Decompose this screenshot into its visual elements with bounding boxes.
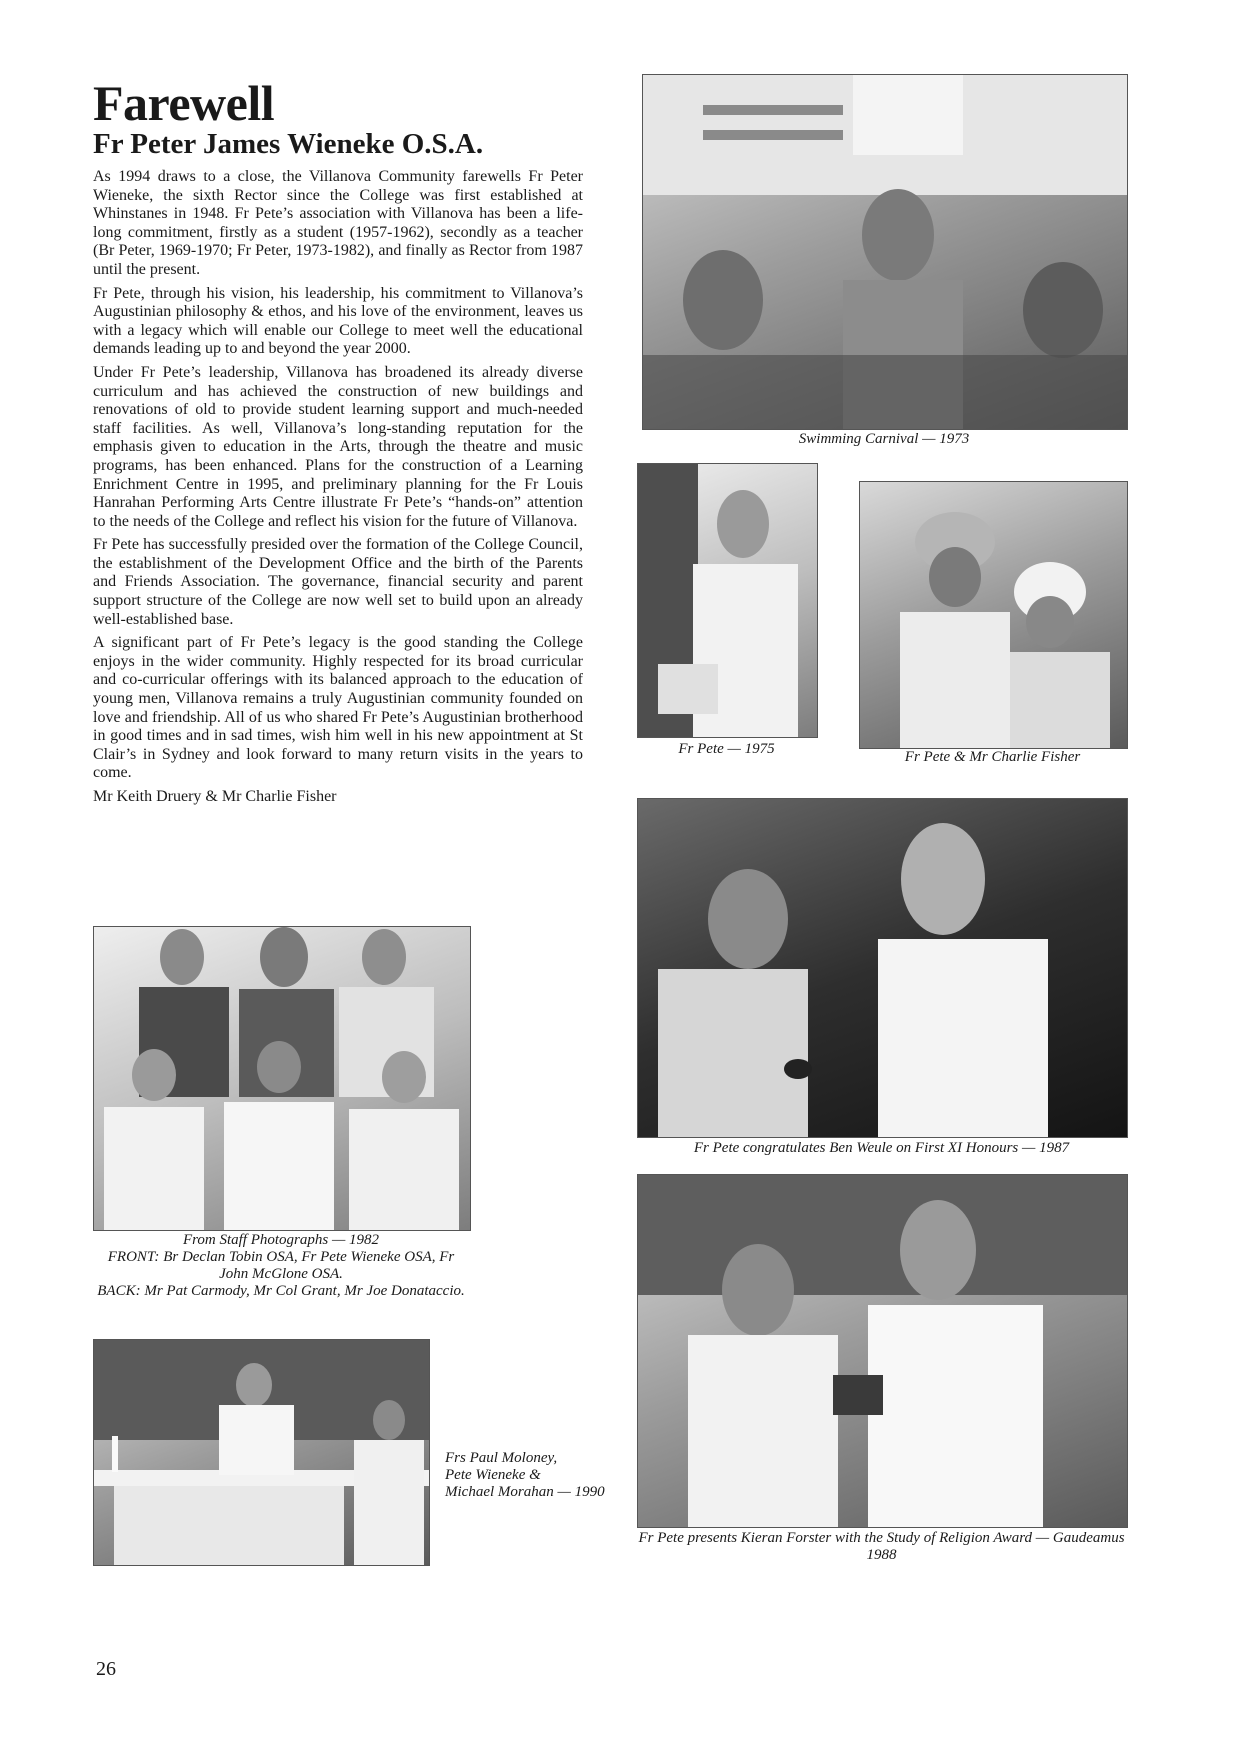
caption-fr-pete-charlie-fisher: Fr Pete & Mr Charlie Fisher: [904, 749, 1081, 765]
caption-staff-1982: [93, 1232, 469, 1300]
page-number: 26: [96, 1658, 116, 1680]
article-paragraph-5: A significant part of Fr Pete’s legacy is the good standing the College enjoys in the wider community. Highly respected for its broad curricular and co-curricular offerings with its balanced approach to the education of young men, Villanova remains a truly Augustinian community founded on love and friendship. All of us who shared Fr Pete’s Augustinian brotherhood in good times and in sad times, wish him well in his new appointment at St Clair’s in Sydney and look forward to many return visits in the years to come.: [93, 634, 583, 782]
article-paragraph-2: Fr Pete, through his vision, his leadership, his commitment to Villanova’s Augustinian philosophy & ethos, and his love of the environment, leaves us with a legacy which will enable our College to meet well the educational demands leading up to and beyond the year 2000.: [93, 284, 583, 358]
photo-fr-pete-charlie-fisher: [859, 481, 1128, 749]
photo-study-of-religion-award: [637, 1174, 1128, 1528]
caption-swimming-carnival: Swimming Carnival — 1973: [798, 431, 970, 447]
caption-staff-back: [93, 1283, 469, 1300]
article-subtitle: Fr Peter James Wieneke O.S.A.: [93, 128, 484, 160]
caption-staff-back-label: BACK:: [97, 1283, 141, 1299]
caption-staff-front-text: Br Declan Tobin OSA, Fr Pete Wieneke OSA, Fr John McGlone OSA.: [159, 1249, 455, 1282]
caption-mass-line2: Pete Wieneke &: [445, 1467, 541, 1483]
photo-swimming-carnival: [642, 74, 1128, 430]
photo-fr-pete-1975: [637, 463, 818, 738]
photo-staff-1982: [93, 926, 471, 1231]
article-paragraph-3: Under Fr Pete’s leadership, Villanova has broadened its already diverse curriculum and has achieved the construction of new buildings and renovations of old to provide student learning support and much-needed staff facilities. As well, Villanova’s long-standing reputation for the emphasis given to education in the Arts, through the theatre and music programs, has been enhanced. Plans for the construction of a Learning Enrichment Centre in 1995, and preliminary planning for the Fr Louis Hanrahan Performing Arts Centre illustrate Fr Pete’s “hands-on” attention to the needs of the College and reflect his vision for the future of Villanova.: [93, 363, 583, 530]
caption-mass-1990: [445, 1450, 645, 1501]
caption-fr-pete-1975: Fr Pete — 1975: [678, 741, 775, 757]
caption-staff-line1: From Staff Photographs — 1982: [182, 1232, 380, 1248]
page-title: Farewell: [93, 75, 275, 131]
photo-congratulates-ben-weule: [637, 798, 1128, 1138]
article-paragraph-1: As 1994 draws to a close, the Villanova Community farewells Fr Peter Wieneke, the sixth Rector since the College was first established at Whinstanes in 1948. Fr Pete’s association with Villanova has been a life-long commitment, firstly as a student (1957-1962), secondly as a teacher (Br Peter, 1969-1970; Fr Peter, 1973-1982), and finally as Rector from 1987 until the present.: [93, 168, 583, 278]
caption-study-of-religion-award: Fr Pete presents Kieran Forster with the Study of Religion Award — Gaudeamus 1988: [638, 1530, 1125, 1563]
caption-mass-line3: Michael Morahan — 1990: [445, 1484, 605, 1500]
caption-staff-front: [93, 1249, 469, 1283]
article-paragraph-4: Fr Pete has successfully presided over the formation of the College Council, the establishment of the Development Office and the birth of the Parents and Friends Association. The governance, financial security and parent support structure of the College are now well set to build upon an already well-established base.: [93, 536, 583, 628]
caption-staff-front-label: FRONT:: [107, 1249, 160, 1265]
article-body: [93, 168, 583, 812]
caption-congratulates-ben-weule: Fr Pete congratulates Ben Weule on First XI Honours — 1987: [693, 1140, 1070, 1156]
caption-mass-line1: Frs Paul Moloney,: [445, 1450, 558, 1466]
caption-staff-back-text: Mr Pat Carmody, Mr Col Grant, Mr Joe Donataccio.: [140, 1283, 465, 1299]
photo-mass-1990: [93, 1339, 430, 1566]
article-author: Mr Keith Druery & Mr Charlie Fisher: [93, 788, 337, 805]
